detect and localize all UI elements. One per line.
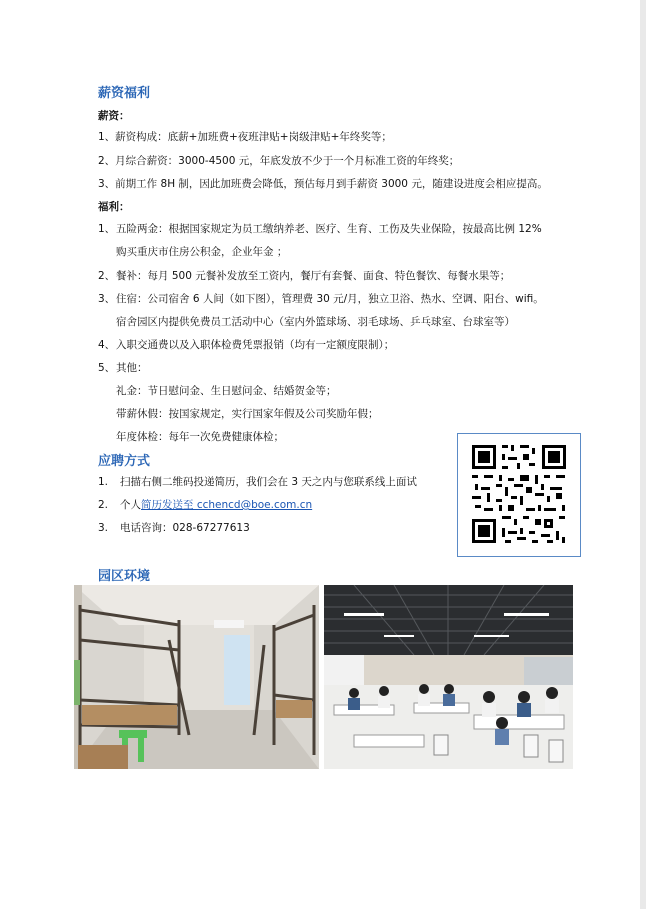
dormitory-photo: [74, 585, 319, 769]
salary-label: 薪资：: [98, 110, 130, 122]
apply-item: 扫描右侧二维码投递简历，我们会在 3 天之内与您联系线上面试: [120, 476, 417, 488]
apply-item: [120, 498, 312, 512]
welfare-num: 3、: [98, 293, 116, 305]
welfare-line: 宿舍园区内提供免费员工活动中心（室内外篮球场、羽毛球场、乒乓球室、台球室等）: [116, 316, 515, 328]
welfare-num: 1、: [98, 223, 116, 235]
other-item: 礼金：节日慰问金、生日慰问金、结婚贺金等；: [116, 385, 337, 397]
other-item: 年度体检：每年一次免费健康体检；: [116, 431, 284, 443]
canteen-photo: [324, 585, 573, 769]
apply-num: 1.: [98, 476, 109, 488]
welfare-line: 五险两金：根据国家规定为员工缴纳养老、医疗、生育、工伤及失业保险，按最高比例 12%: [116, 223, 542, 235]
apply-prefix: 个人: [120, 499, 141, 511]
resume-email-link[interactable]: 简历发送至 cchencd@boe.com.cn: [141, 499, 313, 511]
qr-code-icon: [458, 434, 580, 556]
section-title-salary: 薪资福利: [98, 86, 151, 101]
salary-item: 2、月综合薪资：3000-4500 元，年底发放不少于一个月标准工资的年终奖；: [98, 155, 460, 167]
welfare-num: 2、: [98, 270, 116, 282]
welfare-line: 其他：: [116, 362, 148, 374]
other-item: 带薪休假：按国家规定，实行国家年假及公司奖励年假；: [116, 408, 379, 420]
page-edge: [640, 0, 646, 909]
apply-num: 2.: [98, 499, 109, 511]
section-title-apply: 应聘方式: [98, 454, 151, 469]
salary-item: 1、薪资构成：底薪+加班费+夜班津贴+岗级津贴+年终奖等；: [98, 131, 392, 143]
welfare-line: 入职交通费以及入职体检费凭票报销（均有一定额度限制）；: [116, 339, 395, 351]
apply-item: 电话咨询：028-67277613: [120, 522, 250, 534]
welfare-line: 住宿：公司宿舍 6 人间（如下图），管理费 30 元/月，独立卫浴、热水、空调、阳台、wifi。: [116, 293, 544, 305]
section-title-campus: 园区环境: [98, 569, 151, 584]
salary-item: 3、前期工作 8H 制，因此加班费会降低，预估每月到手薪资 3000 元，随建设进度会相应提高。: [98, 178, 548, 190]
apply-num: 3.: [98, 522, 109, 534]
welfare-line: 购买重庆市住房公积金，企业年金 ；: [116, 246, 288, 258]
welfare-num: 5、: [98, 362, 116, 374]
welfare-label: 福利：: [98, 201, 130, 213]
qr-code[interactable]: [457, 433, 581, 557]
welfare-line: 餐补：每月 500 元餐补发放至工资内，餐厅有套餐、面食、特色餐饮、每餐水果等；: [116, 270, 511, 282]
welfare-num: 4、: [98, 339, 116, 351]
